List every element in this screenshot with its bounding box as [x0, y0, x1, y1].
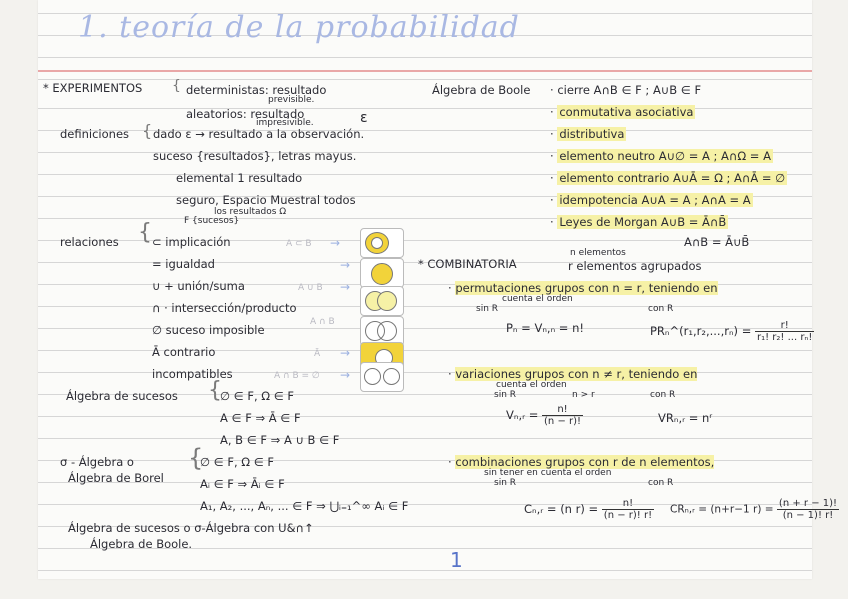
- boole-prop: · cierre A∩B ∈ F ; A∪B ∈ F: [550, 83, 702, 97]
- rel-hint: A ∩ B: [310, 317, 335, 327]
- boole-prop: · conmutativa asociativa: [550, 105, 694, 119]
- boole-label: Álgebra de Boole: [432, 83, 531, 97]
- rel-hint: A ⊂ B: [286, 239, 312, 249]
- red-margin-line: [38, 70, 812, 72]
- venn-diagram: [360, 228, 404, 258]
- comb-sub: sin tener en cuenta el orden: [484, 468, 612, 478]
- venn-diagram: [360, 286, 404, 316]
- rel-implicacion: ⊂ implicación: [152, 235, 231, 249]
- los-resultados-text: los resultados Ω: [214, 207, 287, 217]
- sucesos-text: F {sucesos}: [184, 216, 240, 226]
- previsible-text: previsible.: [268, 95, 315, 105]
- rel-incompatibles: incompatibles: [152, 367, 233, 381]
- brace: {: [172, 78, 181, 94]
- elemental-text: elemental 1 resultado: [176, 171, 303, 185]
- comb-formula-1: Cₙ,ᵣ = (n r) = $\frac{n!}{(n - r)! r!}$: [524, 498, 653, 521]
- perm-formula-2: PRₙ^(r₁,r₂,...,rₙ) = $\frac{r!}{\text{r₁! r₂! ... rₙ!}}$: [650, 320, 813, 343]
- notebook-page: [38, 0, 838, 579]
- relaciones-label: relaciones: [60, 235, 119, 249]
- boole-prop: · idempotencia A∪A = A ; A∩A = A: [550, 193, 751, 207]
- venn-diagram: [360, 362, 404, 392]
- n-elementos-text: n elementos: [570, 248, 626, 258]
- aleatorios-text: aleatorios: resultado: [186, 107, 305, 121]
- arrow-icon: →: [340, 280, 351, 294]
- con-r-label: con R: [648, 478, 674, 488]
- page-number: 1: [450, 548, 463, 572]
- rel-interseccion: ∩ · intersección/producto: [152, 301, 297, 315]
- alg-axiom: A ∈ F ⇒ Ā ∈ F: [220, 411, 301, 425]
- boole-prop: · Leyes de Morgan A∪B = Ā∩B̄: [550, 215, 727, 229]
- rel-contrario: Ā contrario: [152, 345, 216, 359]
- var-sub: cuenta el orden: [496, 380, 567, 390]
- experimentos-heading: * EXPERIMENTOS: [43, 81, 143, 95]
- combinatoria-heading: * COMBINATORIA: [418, 257, 517, 271]
- sin-r-label: sin R: [494, 390, 517, 400]
- seguro-text: seguro, Espacio Muestral todos: [176, 193, 356, 207]
- rel-imposible: ∅ suceso imposible: [152, 323, 265, 337]
- brace: {: [142, 121, 153, 140]
- arrow-icon: →: [340, 368, 351, 382]
- combinaciones-title: · combinaciones grupos con r de n elementos,: [448, 455, 715, 469]
- arrow-icon: →: [330, 236, 341, 250]
- variaciones-title: · variaciones grupos con n ≠ r, teniendo en: [448, 367, 698, 381]
- boole-prop: A∩B = Ā∪B̄: [684, 235, 750, 249]
- var-formula-2: VRₙ,ᵣ = nʳ: [658, 411, 713, 425]
- sigma-axiom: ∅ ∈ F, Ω ∈ F: [200, 455, 275, 469]
- comb-formula-2: CRₙ,ᵣ = (n+r−1 r) = $\frac{(n + r - 1)!}{(n - 1)! r!}$: [670, 498, 838, 521]
- var-formula-1: Vₙ,ᵣ = $\frac{n!}{(n - r)!}$: [506, 404, 582, 427]
- venn-diagram: [360, 258, 404, 288]
- algebra-sucesos-label: Álgebra de sucesos: [66, 389, 178, 403]
- r-elementos-text: r elementos agrupados: [568, 259, 702, 273]
- brace: {: [188, 444, 204, 472]
- alg-axiom: A, B ∈ F ⇒ A ∪ B ∈ F: [220, 433, 340, 447]
- rel-hint: A ∪ B: [298, 283, 323, 293]
- arrow-icon: →: [340, 346, 351, 360]
- page-title: 1. teoría de la probabilidad: [78, 10, 520, 45]
- perm-sub: cuenta el orden: [502, 294, 573, 304]
- conclusion-text-2: Álgebra de Boole.: [90, 537, 193, 551]
- deterministas-text: deterministas: resultado: [186, 83, 327, 97]
- rel-union: ∪ + unión/suma: [152, 279, 245, 293]
- borel-label: Álgebra de Borel: [68, 471, 164, 485]
- arrow-icon: →: [340, 258, 351, 272]
- boole-prop: · distributiva: [550, 127, 625, 141]
- brace: {: [138, 220, 152, 245]
- sin-r-label: sin R: [476, 304, 499, 314]
- suceso-text: suceso {resultados}, letras mayus.: [153, 149, 357, 163]
- sigma-axiom: A₁, A₂, ..., Aₙ, ... ∈ F ⇒ ⋃ᵢ₌₁^∞ Aᵢ ∈ F: [200, 499, 409, 513]
- rel-hint: Ā: [314, 349, 321, 359]
- rel-hint: A ∩ B = ∅: [274, 371, 320, 381]
- conclusion-text: Álgebra de sucesos o σ-Álgebra con U&∩↑: [68, 521, 314, 535]
- impresivible-text: impresivible.: [256, 118, 314, 128]
- brace: {: [208, 378, 222, 403]
- alg-axiom: ∅ ∈ F, Ω ∈ F: [220, 389, 295, 403]
- con-r-label: con R: [650, 390, 676, 400]
- sigma-axiom: Aᵢ ∈ F ⇒ Āᵢ ∈ F: [200, 477, 285, 491]
- permutaciones-title: · permutaciones grupos con n = r, teniendo en: [448, 281, 718, 295]
- perm-formula-1: Pₙ = Vₙ,ₙ = n!: [506, 321, 584, 335]
- dado-text: dado ε → resultado a la observación.: [153, 127, 365, 141]
- var-nr-label: n > r: [572, 390, 595, 400]
- boole-prop: · elemento neutro A∪∅ = A ; A∩Ω = A: [550, 149, 771, 163]
- rel-igualdad: = igualdad: [152, 257, 215, 271]
- epsilon-symbol: ε: [360, 110, 368, 126]
- sin-r-label: sin R: [494, 478, 517, 488]
- definiciones-label: definiciones: [60, 127, 130, 141]
- sigma-algebra-label: σ - Álgebra o: [60, 455, 134, 469]
- boole-prop: · elemento contrario A∪Ā = Ω ; A∩Ā = ∅: [550, 171, 786, 185]
- con-r-label: con R: [648, 304, 674, 314]
